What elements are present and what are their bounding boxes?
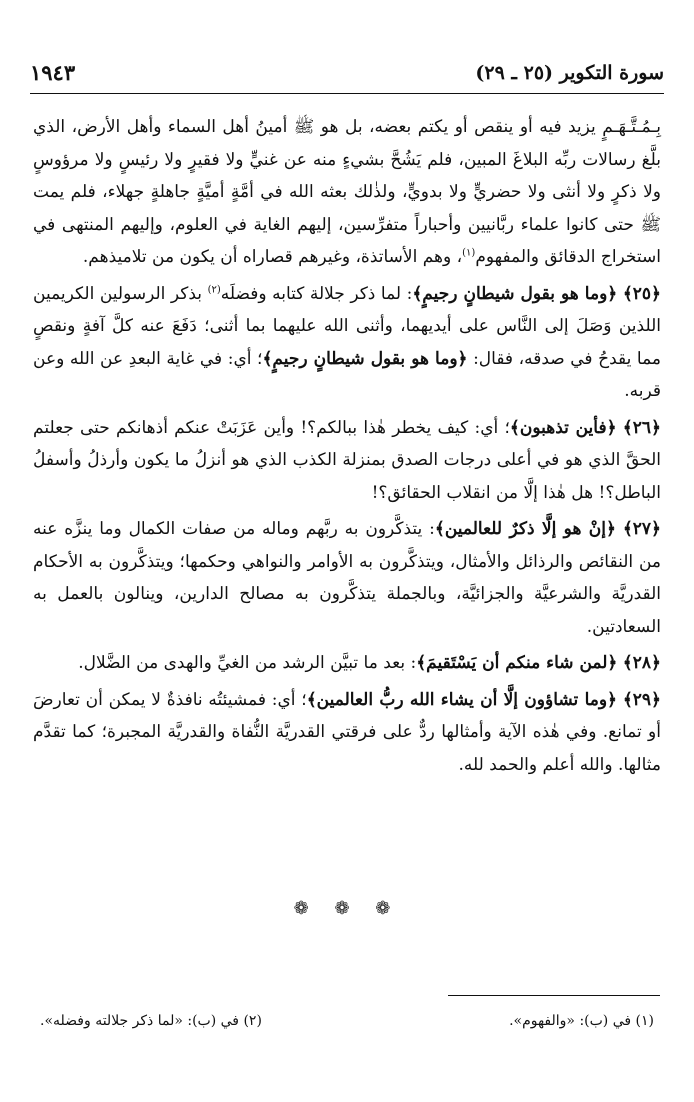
running-header bbox=[30, 58, 664, 90]
verse-number-25: ﴿٢٥﴾ bbox=[622, 283, 662, 304]
footnote-2: (٢) في (ب): «لما ذكر جلالته وفضله». bbox=[40, 1013, 262, 1029]
page-number: ١٩٤٣ bbox=[30, 60, 76, 85]
footnote-ref-1[interactable]: (١) bbox=[462, 247, 476, 259]
footnotes bbox=[40, 1013, 654, 1041]
tafsir-text bbox=[33, 111, 661, 785]
section-end-ornament: ❁ ❁ ❁ bbox=[293, 898, 401, 919]
paragraph-verse-27 bbox=[33, 513, 661, 643]
verse-28-quote: ﴿لمن شاء منكم أن يَسْتَقيمَ﴾ bbox=[416, 653, 618, 673]
header-divider bbox=[30, 93, 664, 94]
footnote-divider bbox=[448, 995, 660, 996]
intro-text: بِـمُـتَّـهَـمٍ يزيد فيه أو ينقص أو يكتم بعضه، بل هو ﷺ أمينُ أهل السماء وأهل الأرض، الذي بلَّغ رسالات ربِّه البلاغَ المبين، فلم يَشُحَّ بشيءٍ منه عن غنيٍّ ولا فقيرٍ ولا رئيسٍ ولا مرؤوسٍ ولا ذكرٍ ولا أنثى ولا حضريٍّ ولا بدويٍّ، ولذٰلك بعثه الله في أمَّةٍ أميَّةٍ جاهلةٍ جهلاء، فلم يمت ﷺ حتى كانوا علماء ربَّانيين وأحباراً متفرِّسين، إليهم الغاية في العلوم، وإليهم المنتهى في استخراج الدقائق والمفهوم bbox=[33, 117, 661, 267]
verse-25-quote: ﴿وما هو بقول شيطانٍ رجيمٍ﴾ bbox=[412, 283, 618, 304]
intro-tail: ، وهم الأساتذة، وغيرهم قصاراه أن يكون من تلاميذهم. bbox=[82, 247, 463, 267]
paragraph-verse-26 bbox=[33, 412, 661, 510]
verse-29-quote: ﴿وما تشاؤون إلَّا أن يشاء الله ربُّ العالمين﴾ bbox=[306, 689, 618, 710]
verse-number-26: ﴿٢٦﴾ bbox=[622, 417, 661, 438]
verse-29-commentary: ؛ أي: فمشيئتُه نافذةٌ لا يمكن أن تعارضَ أو تمانع. وفي هٰذه الآية وأمثالها ردٌّ على فرقتي القدريَّة النُّفاة والقدريَّة المجبرة؛ كما تقدَّم مثالها. والله أعلم والحمد لله. bbox=[33, 689, 661, 775]
paragraph-intro bbox=[33, 111, 661, 274]
verse-26-commentary: ؛ أي: كيف يخطر هٰذا ببالكم؟! وأين عَزَبَتْ عنكم أذهانكم حتى جعلتم الحقَّ الذي هو في أعلى درجات الصدق بمنزلة الكذب الذي هو أنزلُ ما يكون وأرذلُ وأسفلُ الباطل؟! هل هٰذا إلَّا من انقلاب الحقائق؟! bbox=[33, 417, 661, 503]
footnote-1: (١) في (ب): «والفهوم». bbox=[509, 1013, 654, 1029]
verse-25-quote-repeat: ﴿وما هو بقول شيطانٍ رجيمٍ﴾ bbox=[262, 348, 468, 369]
footnote-ref-2[interactable]: (٢) bbox=[207, 283, 221, 295]
verse-28-commentary: : بعد ما تبيَّن الرشد من الغيِّ والهدى من الضَّلال. bbox=[78, 653, 417, 673]
verse-27-quote: ﴿إنْ هو إلَّا ذكرٌ للعالمين﴾ bbox=[434, 519, 616, 539]
paragraph-verse-25 bbox=[33, 278, 661, 408]
verse-number-28: ﴿٢٨﴾ bbox=[622, 653, 661, 673]
verse-25-commentary-2: بذكر الرسولين الكريمين اللذين وَصَلَ إلى النَّاس على أيديهما، وأثنى الله عليهما بما أثنى؛ دَفَعَ عنه كلَّ آفةٍ ونقصٍ مما يقدحُ في صدقه، فقال: bbox=[33, 283, 661, 369]
verse-number-29: ﴿٢٩﴾ bbox=[622, 689, 662, 710]
verse-25-commentary-3: ؛ أي: في غاية البعدِ عن الله وعن قربه. bbox=[33, 348, 661, 401]
verse-number-27: ﴿٢٧﴾ bbox=[622, 519, 662, 539]
paragraph-verse-29 bbox=[33, 684, 661, 782]
verse-26-quote: ﴿فأين تذهبون﴾ bbox=[509, 417, 617, 438]
surah-title: سورة التكوير (٢٥ ـ ٢٩) bbox=[475, 62, 664, 84]
verse-25-commentary: : لما ذكر جلالة كتابه وفضلَه bbox=[220, 283, 413, 304]
paragraph-verse-28 bbox=[33, 647, 661, 680]
verse-27-commentary: : يتذكَّرون به ربَّهم وماله من صفات الكمال وما ينزَّه عنه من النقائص والرذائل والأمثال، ويتذكَّرون به الأوامر والنواهي وحكمها؛ ويتذكَّرون به الأحكام القدريَّة والشرعيَّة والجزائيَّة، وبالجملة يتذكَّرون به مصالح الدارين، وينالون بالعمل به السعادتين. bbox=[33, 519, 661, 637]
